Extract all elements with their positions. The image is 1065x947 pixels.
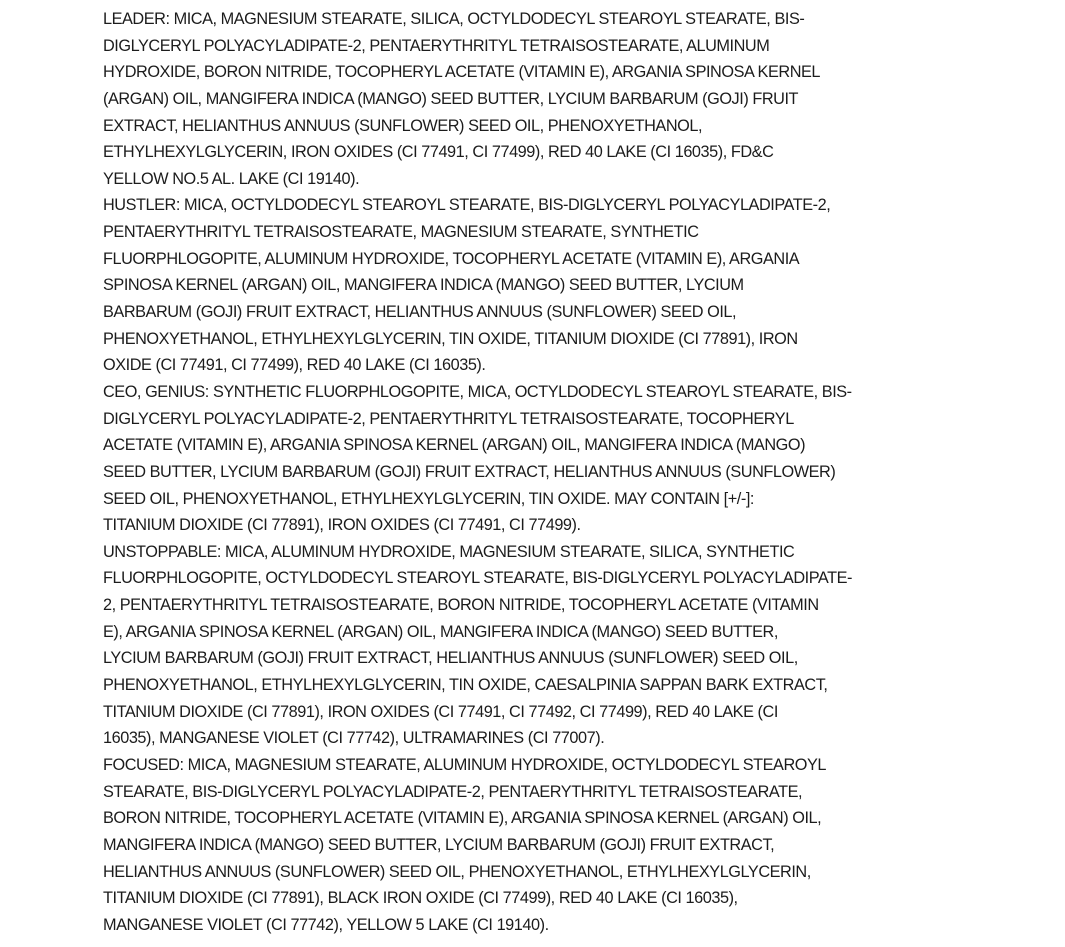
ingredient-line: (ARGAN) OIL, MANGIFERA INDICA (MANGO) SEED BUTTER, LYCIUM BARBARUM (GOJI) FRUIT [103,89,799,108]
ingredient-line: SEED BUTTER, LYCIUM BARBARUM (GOJI) FRUIT EXTRACT, HELIANTHUS ANNUUS (SUNFLOWER) [103,462,836,481]
ingredient-line: DIGLYCERYL POLYACYLADIPATE-2, PENTAERYTHRITYL TETRAISOSTEARATE, ALUMINUM [103,36,770,55]
ingredient-paragraph-leader [103,6,1045,192]
ingredient-line: TITANIUM DIOXIDE (CI 77891), BLACK IRON OXIDE (CI 77499), RED 40 LAKE (CI 16035), [103,889,738,908]
ingredient-line: UNSTOPPABLE: MICA, ALUMINUM HYDROXIDE, MAGNESIUM STEARATE, SILICA, SYNTHETIC [103,542,795,561]
ingredient-line: MANGANESE VIOLET (CI 77742), YELLOW 5 LAKE (CI 19140). [103,915,549,934]
ingredient-line: 2, PENTAERYTHRITYL TETRAISOSTEARATE, BORON NITRIDE, TOCOPHERYL ACETATE (VITAMIN [103,596,819,615]
ingredient-line: DIGLYCERYL POLYACYLADIPATE-2, PENTAERYTHRITYL TETRAISOSTEARATE, TOCOPHERYL [103,409,794,428]
ingredient-line: ACETATE (VITAMIN E), ARGANIA SPINOSA KERNEL (ARGAN) OIL, MANGIFERA INDICA (MANGO) [103,436,806,455]
ingredient-line: PENTAERYTHRITYL TETRAISOSTEARATE, MAGNESIUM STEARATE, SYNTHETIC [103,223,699,242]
ingredient-line: MANGIFERA INDICA (MANGO) SEED BUTTER, LYCIUM BARBARUM (GOJI) FRUIT EXTRACT, [103,835,775,854]
ingredient-line: EXTRACT, HELIANTHUS ANNUUS (SUNFLOWER) SEED OIL, PHENOXYETHANOL, [103,116,703,135]
ingredient-line: HELIANTHUS ANNUUS (SUNFLOWER) SEED OIL, PHENOXYETHANOL, ETHYLHEXYLGLYCERIN, [103,862,811,881]
ingredient-paragraph-hustler [103,192,1045,378]
ingredient-line: BORON NITRIDE, TOCOPHERYL ACETATE (VITAMIN E), ARGANIA SPINOSA KERNEL (ARGAN) OIL, [103,809,822,828]
ingredient-line: LYCIUM BARBARUM (GOJI) FRUIT EXTRACT, HELIANTHUS ANNUUS (SUNFLOWER) SEED OIL, [103,649,798,668]
ingredient-line: TITANIUM DIOXIDE (CI 77891), IRON OXIDES (CI 77491, CI 77492, CI 77499), RED 40 LAKE (CI [103,702,778,721]
ingredient-paragraph-focused [103,752,1045,938]
ingredient-line: FLUORPHLOGOPITE, ALUMINUM HYDROXIDE, TOCOPHERYL ACETATE (VITAMIN E), ARGANIA [103,249,800,268]
ingredient-line: HUSTLER: MICA, OCTYLDODECYL STEAROYL STEARATE, BIS-DIGLYCERYL POLYACYLADIPATE-2, [103,196,831,215]
ingredient-paragraph-ceo-genius [103,379,1045,539]
ingredient-line: LEADER: MICA, MAGNESIUM STEARATE, SILICA, OCTYLDODECYL STEAROYL STEARATE, BIS- [103,10,805,28]
ingredient-line: FLUORPHLOGOPITE, OCTYLDODECYL STEAROYL STEARATE, BIS-DIGLYCERYL POLYACYLADIPATE- [103,569,853,588]
ingredient-line: STEARATE, BIS-DIGLYCERYL POLYACYLADIPATE-2, PENTAERYTHRITYL TETRAISOSTEARATE, [103,782,803,801]
ingredient-paragraphs [103,6,1045,938]
ingredient-line: YELLOW NO.5 AL. LAKE (CI 19140). [103,169,360,188]
ingredient-line: PHENOXYETHANOL, ETHYLHEXYLGLYCERIN, TIN OXIDE, TITANIUM DIOXIDE (CI 77891), IRON [103,329,798,348]
ingredient-line: E), ARGANIA SPINOSA KERNEL (ARGAN) OIL, MANGIFERA INDICA (MANGO) SEED BUTTER, [103,622,778,641]
ingredient-line: BARBARUM (GOJI) FRUIT EXTRACT, HELIANTHUS ANNUUS (SUNFLOWER) SEED OIL, [103,303,737,322]
ingredient-line: ETHYLHEXYLGLYCERIN, IRON OXIDES (CI 77491, CI 77499), RED 40 LAKE (CI 16035), FD&C [103,143,774,162]
ingredient-line: OXIDE (CI 77491, CI 77499), RED 40 LAKE (CI 16035). [103,356,486,375]
ingredient-line: PHENOXYETHANOL, ETHYLHEXYLGLYCERIN, TIN OXIDE, CAESALPINIA SAPPAN BARK EXTRACT, [103,676,828,695]
ingredient-line: TITANIUM DIOXIDE (CI 77891), IRON OXIDES (CI 77491, CI 77499). [103,516,581,535]
ingredient-line: FOCUSED: MICA, MAGNESIUM STEARATE, ALUMINUM HYDROXIDE, OCTYLDODECYL STEAROYL [103,755,826,774]
ingredient-line: 16035), MANGANESE VIOLET (CI 77742), ULTRAMARINES (CI 77007). [103,729,605,748]
ingredient-line: SEED OIL, PHENOXYETHANOL, ETHYLHEXYLGLYCERIN, TIN OXIDE. MAY CONTAIN [+/-]: [103,489,754,508]
ingredient-line: SPINOSA KERNEL (ARGAN) OIL, MANGIFERA INDICA (MANGO) SEED BUTTER, LYCIUM [103,276,744,295]
ingredient-line: CEO, GENIUS: SYNTHETIC FLUORPHLOGOPITE, MICA, OCTYLDODECYL STEAROYL STEARATE, BIS- [103,382,852,401]
ingredient-paragraph-unstoppable [103,539,1045,752]
ingredient-line: HYDROXIDE, BORON NITRIDE, TOCOPHERYL ACETATE (VITAMIN E), ARGANIA SPINOSA KERNEL [103,63,821,82]
